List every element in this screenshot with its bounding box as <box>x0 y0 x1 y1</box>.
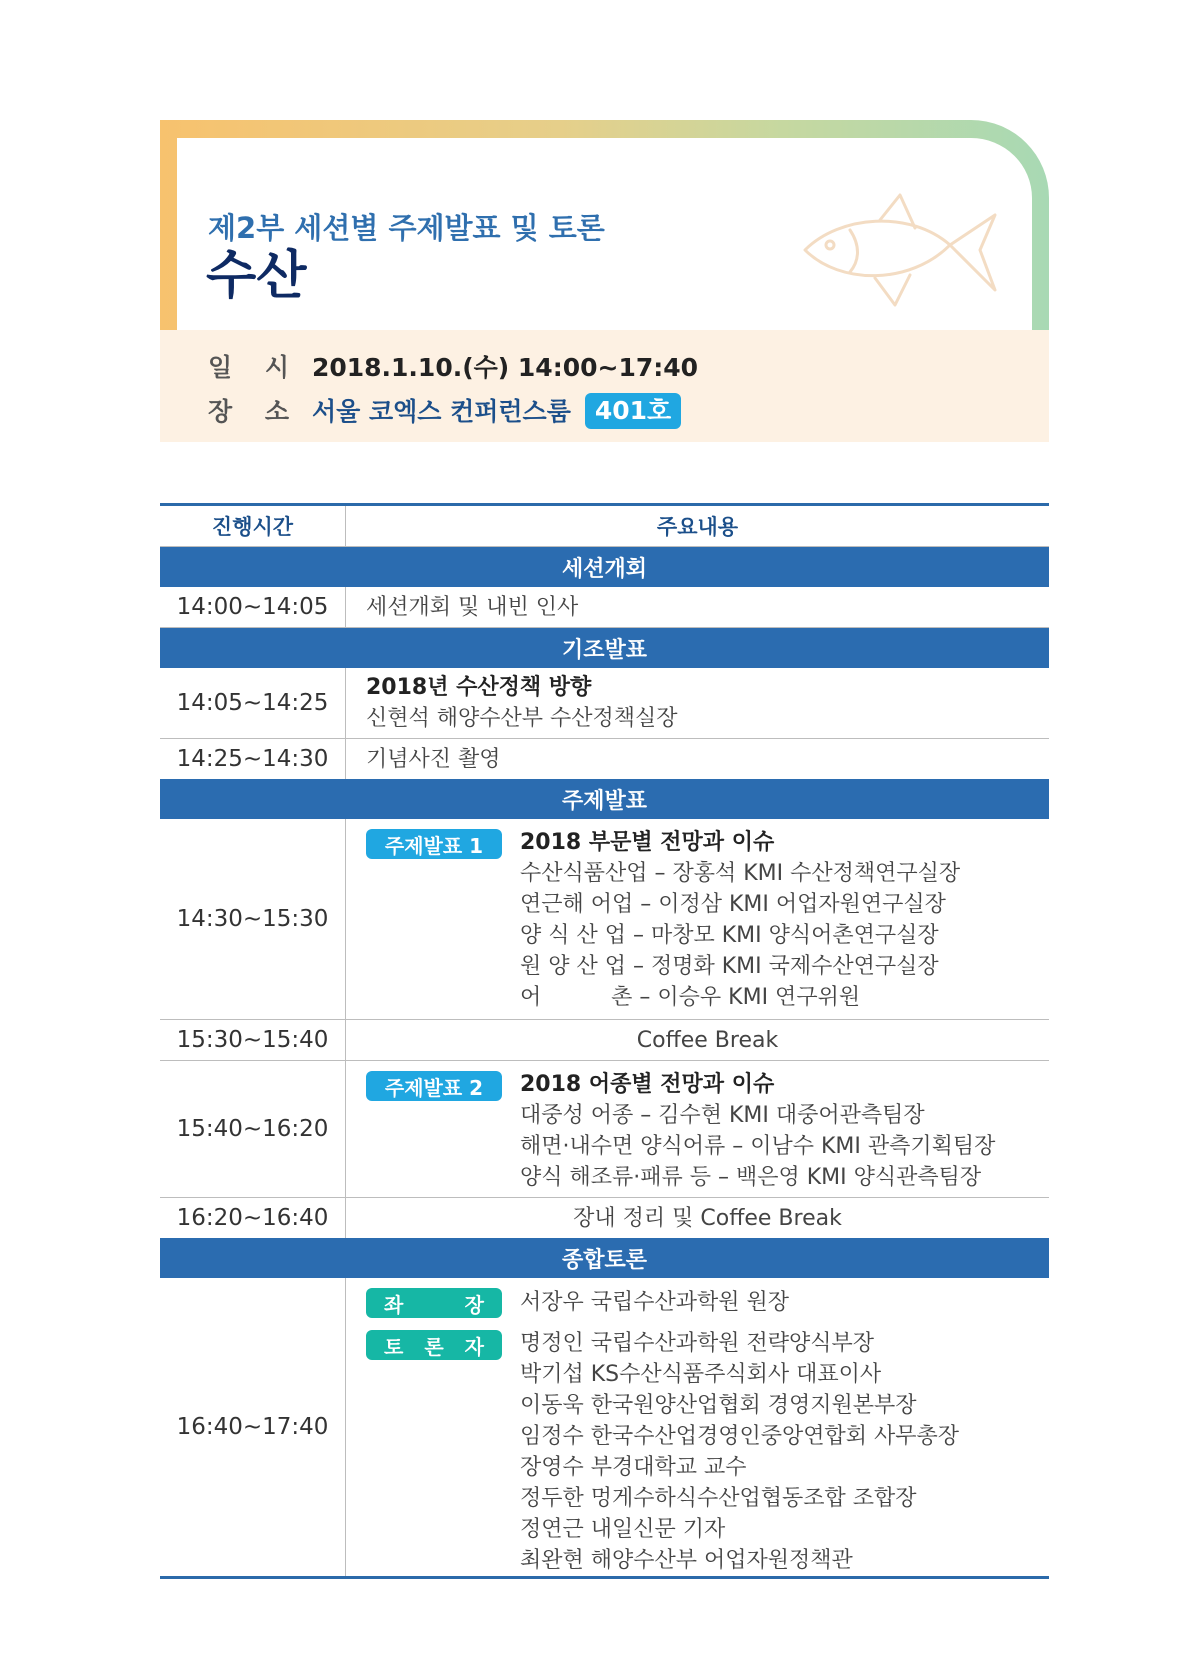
section-discussion: 종합토론 <box>160 1238 1049 1278</box>
row-time: 15:30~15:40 <box>160 1020 346 1060</box>
row-time: 16:20~16:40 <box>160 1198 346 1238</box>
break-text: 장내 정리 및 Coffee Break <box>573 1205 842 1231</box>
row-time: 14:00~14:05 <box>160 587 346 627</box>
page-title: 수산 <box>206 246 307 306</box>
header-time: 진행시간 <box>160 506 346 546</box>
row-content <box>346 739 1049 779</box>
panel-badge <box>366 1330 502 1360</box>
header-content: 주요내용 <box>656 515 739 539</box>
row-content <box>346 668 1049 738</box>
fish-watermark-icon <box>800 190 1000 330</box>
row-content <box>346 1278 1049 1576</box>
section-opening: 세션개회 <box>160 547 1049 587</box>
chair-badge-char: 장 <box>464 1292 484 1317</box>
topic-2-line: 해면·내수면 양식어류 – 이남수 KMI 관측기획팀장 <box>520 1134 996 1159</box>
topic-badge-2: 주제발표 2 <box>366 1071 502 1101</box>
panel-badge-char: 론 <box>424 1334 444 1359</box>
section-topics: 주제발표 <box>160 779 1049 819</box>
coffee-break <box>346 1020 1049 1060</box>
row-content <box>346 819 1049 1019</box>
row-text: 기념사진 촬영 <box>366 746 501 772</box>
table-row <box>160 1061 1049 1198</box>
row-time: 14:25~14:30 <box>160 739 346 779</box>
topic-badge-1: 주제발표 1 <box>366 829 502 859</box>
section-keynote: 기조발표 <box>160 628 1049 668</box>
table-header <box>160 503 1049 547</box>
chair-badge-char: 좌 <box>384 1292 404 1317</box>
row-time: 15:40~16:20 <box>160 1061 346 1197</box>
topic-1-line: 수산식품산업 – 장홍석 KMI 수산정책연구실장 <box>520 861 961 886</box>
panelist: 명정인 국립수산과학원 전략양식부장 <box>520 1331 875 1356</box>
date-row <box>208 348 698 384</box>
panel-block <box>520 1328 959 1576</box>
chair-badge <box>366 1288 502 1318</box>
topic-1-block <box>520 827 960 1013</box>
venue-value: 서울 코엑스 컨퍼런스룸 <box>311 397 571 426</box>
topic-1-title: 2018 부문별 전망과 이슈 <box>520 830 775 855</box>
topic-1-line: 연근해 어업 – 이정삼 KMI 어업자원연구실장 <box>520 892 946 917</box>
row-time: 16:40~17:40 <box>160 1278 346 1576</box>
venue-row <box>208 392 681 431</box>
panelist: 이동욱 한국원양산업협회 경영지원본부장 <box>520 1393 917 1418</box>
row-time: 14:30~15:30 <box>160 819 346 1019</box>
panel-badge-char: 자 <box>464 1334 484 1359</box>
topic-1-line: 양 식 산 업 – 마창모 KMI 양식어촌연구실장 <box>520 923 939 948</box>
panelist: 임정수 한국수산업경영인중앙연합회 사무총장 <box>520 1424 960 1449</box>
row-content <box>346 587 1049 627</box>
row-content <box>346 1061 1049 1197</box>
topic-1-line: 어 촌 – 이승우 KMI 연구위원 <box>520 985 861 1010</box>
table-row <box>160 739 1049 779</box>
table-row <box>160 587 1049 628</box>
keynote-speaker: 신현석 해양수산부 수산정책실장 <box>366 706 678 731</box>
keynote-title: 2018년 수산정책 방향 <box>366 675 592 700</box>
panelist: 정두한 멍게수하식수산업협동조합 조합장 <box>520 1486 917 1511</box>
chair-block <box>520 1287 789 1318</box>
table-bottom-rule <box>160 1576 1049 1579</box>
topic-2-line: 대중성 어종 – 김수현 KMI 대중어관측팀장 <box>520 1103 925 1128</box>
topic-1-line: 원 양 산 업 – 정명화 KMI 국제수산연구실장 <box>520 954 939 979</box>
row-time: 14:05~14:25 <box>160 668 346 738</box>
topic-2-line: 양식 해조류·패류 등 – 백은영 KMI 양식관측팀장 <box>520 1165 982 1190</box>
coffee-break-text: Coffee Break <box>636 1027 779 1053</box>
venue-label: 장 소 <box>208 397 302 426</box>
topic-2-title: 2018 어종별 전망과 이슈 <box>520 1072 775 1097</box>
panelist: 박기섭 KS수산식품주식회사 대표이사 <box>520 1362 882 1387</box>
schedule-table <box>160 503 1049 1579</box>
topic-2-block <box>520 1069 995 1193</box>
table-row <box>160 1198 1049 1238</box>
panel-badge-char: 토 <box>384 1334 404 1359</box>
panelist: 장영수 부경대학교 교수 <box>520 1455 747 1480</box>
table-row <box>160 819 1049 1020</box>
chair-name: 서장우 국립수산과학원 원장 <box>520 1290 790 1315</box>
table-row <box>160 1020 1049 1061</box>
date-label: 일 시 <box>208 353 302 382</box>
row-text: 세션개회 및 내빈 인사 <box>366 594 579 620</box>
panelist: 최완현 해양수산부 어업자원정책관 <box>520 1548 853 1573</box>
date-value: 2018.1.10.(수) 14:00~17:40 <box>311 353 699 382</box>
event-info-box <box>160 330 1049 442</box>
room-badge: 401호 <box>585 393 681 429</box>
table-row <box>160 668 1049 739</box>
table-row <box>160 1278 1049 1576</box>
break-cell <box>346 1198 1049 1238</box>
session-subtitle: 제2부 세션별 주제발표 및 토론 <box>208 211 605 245</box>
panelist: 정연근 내일신문 기자 <box>520 1517 726 1542</box>
